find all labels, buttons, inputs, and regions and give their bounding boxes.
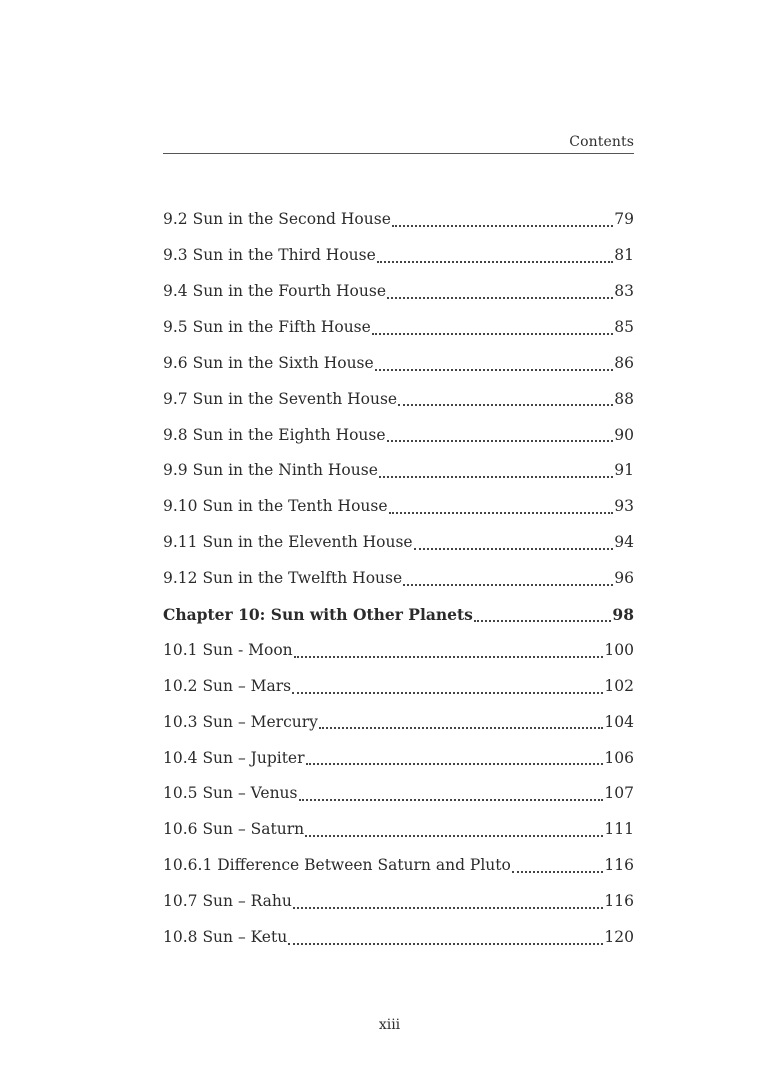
toc-entry-page: 88	[614, 389, 634, 408]
toc-entry-title: 9.3 Sun in the Third House	[163, 246, 376, 265]
dot-leader	[474, 620, 612, 622]
toc-entry-page: 116	[604, 892, 634, 911]
toc-entry-title: 9.10 Sun in the Tenth House	[163, 497, 388, 516]
toc-entry[interactable]	[163, 202, 634, 238]
toc-entry[interactable]	[163, 310, 634, 346]
dot-leader	[294, 656, 604, 658]
toc-entry-page: 96	[614, 569, 634, 588]
toc-entry-page: 98	[612, 604, 634, 624]
toc-entry-title: 10.7 Sun – Rahu	[163, 892, 292, 911]
toc-entry[interactable]	[163, 812, 634, 848]
toc-entry-page: 90	[614, 425, 634, 444]
toc-entry-page: 102	[604, 676, 634, 695]
toc-entry-title: 10.1 Sun - Moon	[163, 640, 293, 659]
toc-entry[interactable]	[163, 633, 634, 669]
dot-leader	[375, 369, 614, 371]
toc-entry-title: 10.3 Sun – Mercury	[163, 712, 318, 731]
toc-entry-title: 9.11 Sun in the Eleventh House	[163, 533, 413, 552]
dot-leader	[379, 476, 613, 478]
dot-leader	[305, 835, 603, 837]
dot-leader	[403, 584, 613, 586]
toc-chapter-entry[interactable]	[163, 597, 634, 633]
toc-entry-page: 83	[614, 281, 634, 300]
toc-entry-page: 79	[614, 210, 634, 229]
header-rule	[163, 153, 634, 154]
dot-leader	[299, 799, 604, 801]
toc-entry[interactable]	[163, 920, 634, 956]
toc-entry[interactable]	[163, 417, 634, 453]
toc-entry[interactable]	[163, 776, 634, 812]
toc-entry-title: 9.9 Sun in the Ninth House	[163, 461, 378, 480]
toc-entry-page: 85	[614, 317, 634, 336]
toc-entry-page: 86	[614, 353, 634, 372]
dot-leader	[389, 512, 614, 514]
toc-entry-page: 107	[604, 784, 634, 803]
toc-entry[interactable]	[163, 669, 634, 705]
dot-leader	[293, 907, 604, 909]
toc-entry-page: 100	[604, 640, 634, 659]
dot-leader	[512, 871, 604, 873]
toc-entry-page: 106	[604, 748, 634, 767]
toc-entry[interactable]	[163, 346, 634, 382]
toc-entry-title: 10.8 Sun – Ketu	[163, 928, 288, 946]
toc-entry-title: 9.8 Sun in the Eighth House	[163, 425, 386, 444]
dot-leader	[387, 297, 613, 299]
toc-entry-page: 81	[614, 246, 634, 265]
toc-entry[interactable]	[163, 848, 634, 884]
toc-entry[interactable]	[163, 274, 634, 310]
toc-entry[interactable]	[163, 525, 634, 561]
toc-list	[163, 202, 634, 956]
dot-leader	[414, 548, 614, 550]
toc-entry-title: 10.6 Sun – Saturn	[163, 820, 305, 839]
dot-leader	[319, 727, 603, 729]
dot-leader	[292, 692, 603, 694]
dot-leader	[372, 333, 613, 335]
toc-entry[interactable]	[163, 704, 634, 740]
page-number: xiii	[378, 1017, 401, 1033]
toc-entry[interactable]	[163, 453, 634, 489]
dot-leader	[398, 404, 613, 406]
toc-entry[interactable]	[163, 561, 634, 597]
toc-entry-title: 10.2 Sun – Mars	[163, 676, 292, 695]
toc-entry-page: 94	[614, 533, 634, 552]
toc-entry-page: 91	[614, 461, 634, 480]
toc-entry-page: 116	[604, 856, 634, 875]
toc-entry-title: Chapter 10: Sun with Other Planets	[163, 604, 473, 624]
dot-leader	[392, 225, 613, 227]
toc-entry-title: 9.6 Sun in the Sixth House	[163, 353, 374, 372]
toc-entry-title: 10.6.1 Difference Between Saturn and Pluto	[163, 856, 511, 875]
toc-entry-title: 9.4 Sun in the Fourth House	[163, 281, 386, 300]
toc-entry[interactable]	[163, 884, 634, 920]
toc-entry-title: 10.4 Sun – Jupiter	[163, 748, 305, 767]
toc-entry[interactable]	[163, 238, 634, 274]
toc-entry-title: 9.2 Sun in the Second House	[163, 210, 391, 229]
running-head: Contents	[569, 134, 634, 150]
toc-entry-page: 104	[604, 712, 634, 731]
toc-entry-page: 120	[604, 928, 634, 946]
dot-leader	[306, 763, 604, 765]
toc-entry-title: 9.5 Sun in the Fifth House	[163, 317, 371, 336]
toc-entry[interactable]	[163, 489, 634, 525]
dot-leader	[387, 440, 614, 442]
dot-leader	[288, 943, 603, 945]
toc-entry-page: 93	[614, 497, 634, 516]
toc-entry[interactable]	[163, 740, 634, 776]
toc-entry[interactable]	[163, 381, 634, 417]
toc-entry-title: 9.7 Sun in the Seventh House	[163, 389, 398, 408]
dot-leader	[377, 261, 614, 263]
toc-entry-title: 10.5 Sun – Venus	[163, 784, 298, 803]
toc-entry-page: 111	[604, 820, 634, 839]
toc-entry-title: 9.12 Sun in the Twelfth House	[163, 569, 403, 588]
